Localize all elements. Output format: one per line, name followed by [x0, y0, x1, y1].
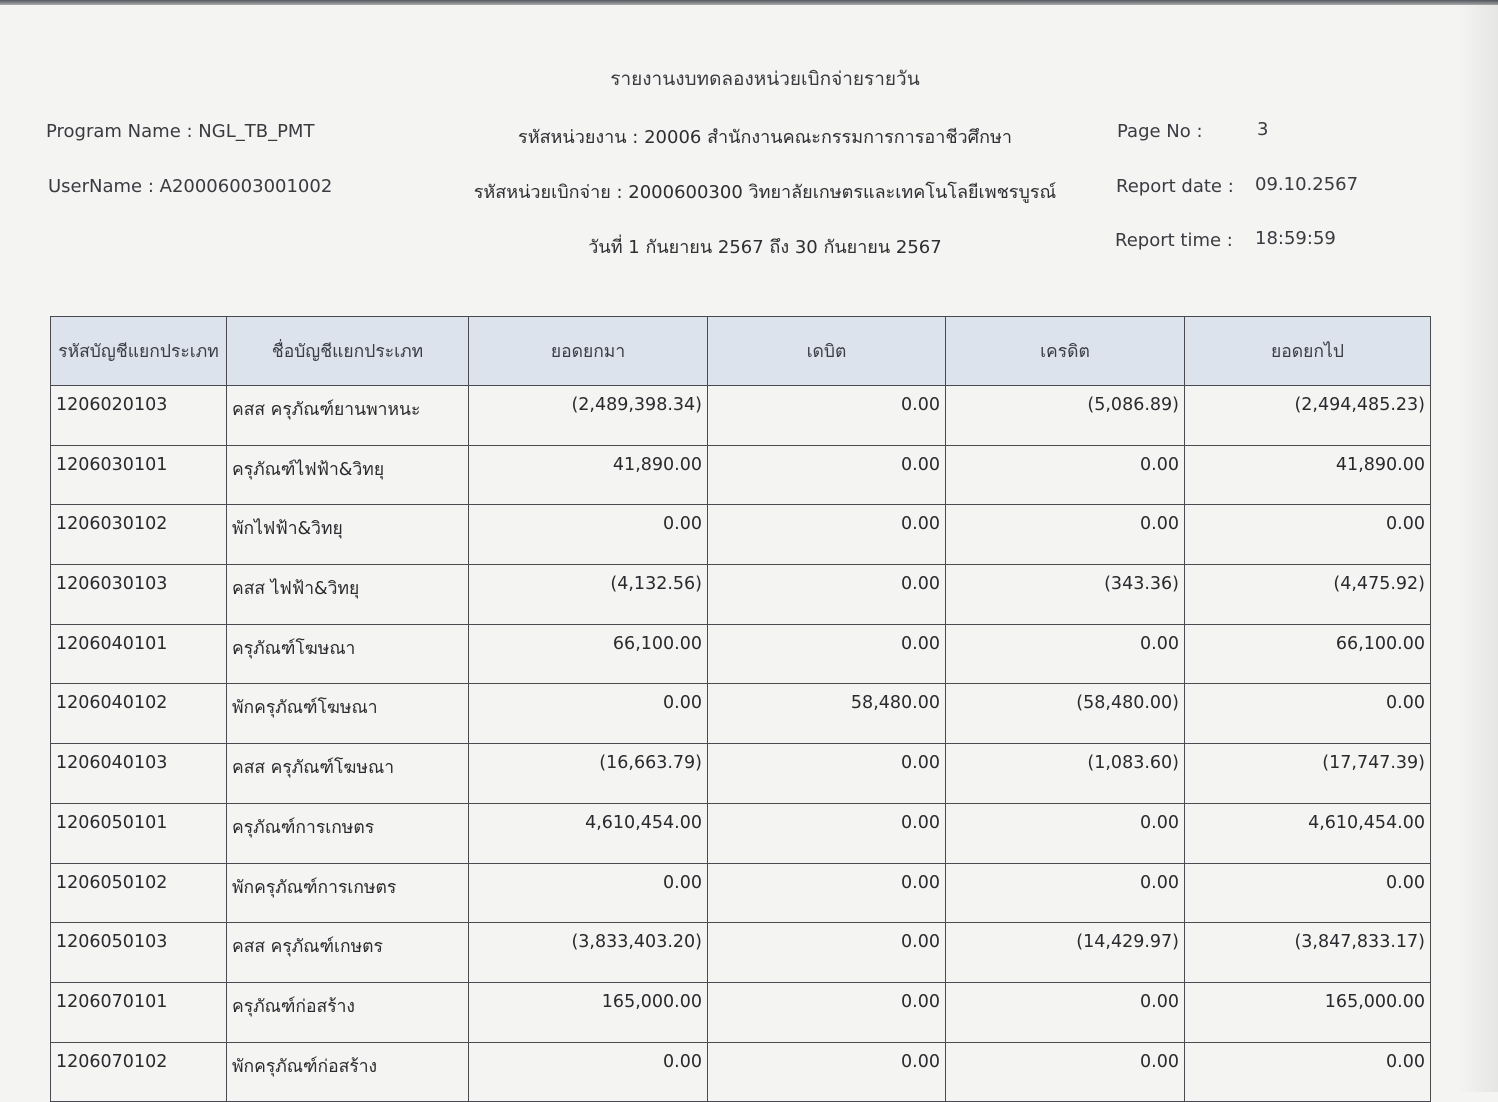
report-title: รายงานงบทดลองหน่วยเบิกจ่ายรายวัน	[610, 68, 920, 90]
opening-balance-cell: 165,000.00	[469, 982, 708, 1042]
closing-balance-cell: 0.00	[1185, 505, 1431, 565]
account-code-cell: 1206030103	[51, 565, 227, 625]
closing-balance-cell: (17,747.39)	[1185, 744, 1431, 804]
user-name: UserName : A20006003001002	[48, 176, 333, 197]
table-row	[51, 982, 1431, 1042]
account-name-cell: ครุภัณฑ์การเกษตร	[227, 803, 469, 863]
account-code-cell: 1206040101	[51, 624, 227, 684]
report-time-value: 18:59:59	[1255, 228, 1336, 249]
column-header-account-name: ชื่อบัญชีแยกประเภท	[227, 317, 469, 386]
account-name-cell: ครุภัณฑ์ไฟฟ้า&วิทยุ	[227, 445, 469, 505]
table-row	[51, 445, 1431, 505]
table-row	[51, 1042, 1431, 1102]
opening-balance-cell: 0.00	[469, 1042, 708, 1102]
scan-top-edge	[0, 0, 1498, 5]
scan-right-shadow	[1458, 0, 1498, 1092]
account-name-cell: คสส ไฟฟ้า&วิทยุ	[227, 565, 469, 625]
closing-balance-cell: (3,847,833.17)	[1185, 923, 1431, 983]
table-row	[51, 684, 1431, 744]
table-header-row	[51, 317, 1431, 386]
disbursement-unit-line: รหัสหน่วยเบิกจ่าย : 2000600300 วิทยาลัยเกษตรและเทคโนโลยีเพชรบูรณ์	[473, 182, 1057, 203]
opening-balance-cell: (2,489,398.34)	[469, 386, 708, 446]
closing-balance-cell: 66,100.00	[1185, 624, 1431, 684]
account-code-cell: 1206050103	[51, 923, 227, 983]
column-header-opening-balance: ยอดยกมา	[469, 317, 708, 386]
agency-line: รหัสหน่วยงาน : 20006 สำนักงานคณะกรรมการการอาชีวศึกษา	[518, 127, 1012, 148]
account-code-cell: 1206050101	[51, 803, 227, 863]
account-name-cell: ครุภัณฑ์โฆษณา	[227, 624, 469, 684]
opening-balance-cell: (3,833,403.20)	[469, 923, 708, 983]
column-header-account-code: รหัสบัญชีแยกประเภท	[51, 317, 227, 386]
table-row	[51, 386, 1431, 446]
credit-cell: (14,429.97)	[946, 923, 1185, 983]
credit-cell: 0.00	[946, 505, 1185, 565]
opening-balance-cell: (16,663.79)	[469, 744, 708, 804]
closing-balance-cell: 41,890.00	[1185, 445, 1431, 505]
program-name: Program Name : NGL_TB_PMT	[46, 121, 315, 142]
opening-balance-cell: 0.00	[469, 863, 708, 923]
table-row	[51, 744, 1431, 804]
table-row	[51, 863, 1431, 923]
opening-balance-cell: 66,100.00	[469, 624, 708, 684]
opening-balance-cell: 0.00	[469, 505, 708, 565]
period-line: วันที่ 1 กันยายน 2567 ถึง 30 กันยายน 2567	[588, 237, 942, 258]
account-name-cell: ครุภัณฑ์ก่อสร้าง	[227, 982, 469, 1042]
credit-cell: (343.36)	[946, 565, 1185, 625]
debit-cell: 0.00	[708, 445, 946, 505]
debit-cell: 0.00	[708, 1042, 946, 1102]
page-no-label: Page No :	[1117, 121, 1203, 142]
closing-balance-cell: (4,475.92)	[1185, 565, 1431, 625]
closing-balance-cell: 4,610,454.00	[1185, 803, 1431, 863]
debit-cell: 0.00	[708, 386, 946, 446]
closing-balance-cell: 0.00	[1185, 684, 1431, 744]
table-row	[51, 505, 1431, 565]
debit-cell: 0.00	[708, 982, 946, 1042]
column-header-credit: เครดิต	[946, 317, 1185, 386]
debit-cell: 0.00	[708, 744, 946, 804]
credit-cell: 0.00	[946, 624, 1185, 684]
debit-cell: 0.00	[708, 863, 946, 923]
closing-balance-cell: 165,000.00	[1185, 982, 1431, 1042]
account-name-cell: พักครุภัณฑ์ก่อสร้าง	[227, 1042, 469, 1102]
credit-cell: 0.00	[946, 982, 1185, 1042]
account-name-cell: พักไฟฟ้า&วิทยุ	[227, 505, 469, 565]
column-header-closing-balance: ยอดยกไป	[1185, 317, 1431, 386]
account-name-cell: คสส ครุภัณฑ์โฆษณา	[227, 744, 469, 804]
account-code-cell: 1206030101	[51, 445, 227, 505]
account-name-cell: คสส ครุภัณฑ์ยานพาหนะ	[227, 386, 469, 446]
table-row	[51, 923, 1431, 983]
credit-cell: 0.00	[946, 445, 1185, 505]
opening-balance-cell: 4,610,454.00	[469, 803, 708, 863]
credit-cell: (5,086.89)	[946, 386, 1185, 446]
credit-cell: (58,480.00)	[946, 684, 1185, 744]
account-code-cell: 1206070101	[51, 982, 227, 1042]
table-row	[51, 624, 1431, 684]
opening-balance-cell: (4,132.56)	[469, 565, 708, 625]
debit-cell: 0.00	[708, 565, 946, 625]
trial-balance-table	[50, 316, 1431, 1102]
page-no-value: 3	[1257, 119, 1269, 140]
opening-balance-cell: 0.00	[469, 684, 708, 744]
debit-cell: 0.00	[708, 505, 946, 565]
debit-cell: 58,480.00	[708, 684, 946, 744]
debit-cell: 0.00	[708, 624, 946, 684]
table-row	[51, 565, 1431, 625]
account-code-cell: 1206030102	[51, 505, 227, 565]
report-date-value: 09.10.2567	[1255, 174, 1359, 195]
credit-cell: 0.00	[946, 803, 1185, 863]
account-code-cell: 1206050102	[51, 863, 227, 923]
debit-cell: 0.00	[708, 923, 946, 983]
opening-balance-cell: 41,890.00	[469, 445, 708, 505]
account-code-cell: 1206020103	[51, 386, 227, 446]
closing-balance-cell: 0.00	[1185, 863, 1431, 923]
report-date-label: Report date :	[1116, 176, 1234, 197]
account-code-cell: 1206040102	[51, 684, 227, 744]
table-row	[51, 803, 1431, 863]
account-name-cell: พักครุภัณฑ์การเกษตร	[227, 863, 469, 923]
debit-cell: 0.00	[708, 803, 946, 863]
report-time-label: Report time :	[1115, 230, 1233, 251]
credit-cell: (1,083.60)	[946, 744, 1185, 804]
account-code-cell: 1206070102	[51, 1042, 227, 1102]
credit-cell: 0.00	[946, 1042, 1185, 1102]
closing-balance-cell: 0.00	[1185, 1042, 1431, 1102]
account-name-cell: คสส ครุภัณฑ์เกษตร	[227, 923, 469, 983]
closing-balance-cell: (2,494,485.23)	[1185, 386, 1431, 446]
account-name-cell: พักครุภัณฑ์โฆษณา	[227, 684, 469, 744]
account-code-cell: 1206040103	[51, 744, 227, 804]
credit-cell: 0.00	[946, 863, 1185, 923]
column-header-debit: เดบิต	[708, 317, 946, 386]
